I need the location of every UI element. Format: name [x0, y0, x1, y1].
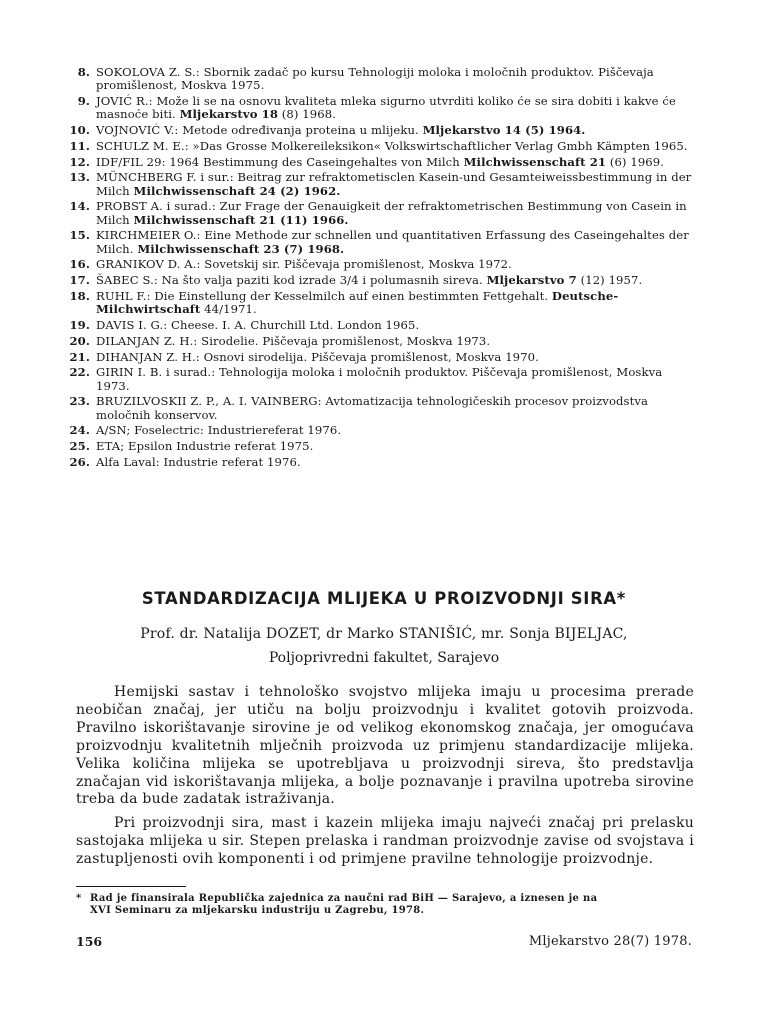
- reference-item: [69, 154, 696, 169]
- reference-source: Milchwissenschaft 21 (11) 1966.: [133, 212, 349, 227]
- body-paragraph: Hemijski sastav i tehnološko svojstvo mlijeka imaju u procesima prerade neobičan značaj, jer utiču na bolju proizvodnju i kvalitet gotovih proizvoda. Pravilno iskorištavanje sirovine je od velikog ekonomskog značaja, jer omogućava proizvodnju kvalitetnih mlječnih proizvoda uz primjenu standardizacije mlijeka. Velika količina mlijeka se upotrebljava u proizvodnji sireva, što predstavlja značajan vid iskorištavanja mlijeka, a bolje poznavanje i pravilna upotreba sirovine treba da bude zadatak istraživanja.: [76, 684, 694, 808]
- reference-number: 12.: [69, 154, 90, 169]
- reference-text: GIRIN I. B. i surad.: Tehnologija moloka i moločnih produktov. Piščevaja promišlenost, Moskva 1973.: [96, 365, 663, 393]
- reference-item: [69, 454, 696, 469]
- footnote-mark: *: [76, 893, 82, 904]
- page-number: 156: [76, 934, 103, 949]
- reference-text: A/SN; Foselectric: Industriereferat 1976.: [96, 423, 342, 438]
- reference-item: [69, 423, 696, 438]
- reference-number: 20.: [69, 333, 90, 348]
- reference-text: (12) 1957.: [576, 273, 643, 288]
- footnote-divider: [76, 886, 186, 887]
- reference-number: 9.: [77, 94, 90, 108]
- reference-source: Mljekarstvo 7: [486, 273, 577, 288]
- reference-number: 10.: [69, 123, 90, 137]
- reference-item: [69, 199, 696, 227]
- reference-text: ŠABEC S.: Na što valja paziti kod izrade 3/4 i polumasnih sireva.: [96, 273, 487, 288]
- reference-item: [69, 394, 696, 422]
- reference-source: Milchwissenschaft 21: [463, 154, 607, 169]
- footnote: [76, 893, 696, 917]
- reference-text: MÜNCHBERG F. i sur.: Beitrag zur refraktometisclen Kasein-und Gesamteiweissbestimmung in der Milch: [96, 170, 692, 198]
- footnote-line: XVI Seminaru za mljekarsku industriju u Zagrebu, 1978.: [90, 905, 425, 916]
- reference-number: 21.: [69, 349, 90, 364]
- reference-text: SOKOLOVA Z. S.: Sbornik zadač po kursu Tehnologiji moloka i moločnih produktov. Piščevaja promišlenost, Moskva 1975.: [96, 65, 654, 93]
- reference-item: [69, 138, 696, 153]
- reference-source: Milchwissenschaft 23 (7) 1968.: [137, 241, 345, 256]
- reference-number: 23.: [69, 394, 90, 409]
- reference-text: SCHULZ M. E.: »Das Grosse Molkereileksikon« Volkswirtschaftlicher Verlag Gmbh Kämpten 1965.: [96, 138, 688, 153]
- reference-number: 26.: [69, 454, 90, 469]
- reference-number: 22.: [69, 365, 90, 380]
- reference-text: DIHANJAN Z. H.: Osnovi sirodelija. Piščevaja promišlenost, Moskva 1970.: [96, 349, 539, 364]
- reference-text: DILANJAN Z. H.: Sirodelie. Piščevaja promišlenost, Moskva 1973.: [96, 333, 491, 348]
- article-affiliation: Poljoprivredni fakultet, Sarajevo: [268, 650, 500, 666]
- reference-item: [69, 228, 696, 256]
- reference-item: [69, 123, 696, 137]
- reference-item: [69, 349, 696, 364]
- reference-text: (8) 1968.: [278, 107, 336, 122]
- reference-item: [76, 95, 696, 121]
- reference-number: 17.: [69, 273, 90, 288]
- reference-item: [69, 288, 696, 317]
- reference-text: (6) 1969.: [606, 154, 665, 169]
- reference-item: [69, 333, 696, 348]
- reference-number: 8.: [77, 65, 90, 79]
- reference-item: [69, 170, 696, 198]
- reference-text: RUHL F.: Die Einstellung der Kesselmilch auf einen bestimmten Fettgehalt.: [96, 288, 552, 303]
- reference-text: PROBST A. i surad.: Zur Frage der Genauigkeit der refraktometrischen Bestimmung von Casein in Milch: [96, 199, 687, 227]
- reference-number: 25.: [69, 439, 90, 454]
- reference-text: ETA; Epsilon Industrie referat 1975.: [96, 439, 314, 454]
- reference-source: Milchwissenschaft 24 (2) 1962.: [133, 183, 341, 198]
- article-authors: Prof. dr. Natalija DOZET, dr Marko STANIŠIĆ, mr. Sonja BIJELJAC,: [140, 626, 628, 642]
- reference-number: 24.: [69, 423, 90, 438]
- reference-item: [69, 439, 696, 454]
- reference-source: Deutsche-Milchwirtschaft: [96, 288, 619, 317]
- reference-number: 13.: [69, 170, 90, 185]
- journal-citation: Mljekarstvo 28(7) 1978.: [528, 934, 692, 949]
- reference-list: [69, 65, 696, 472]
- footnote-line: Rad je finansirala Republička zajednica za naučni rad BiH — Sarajevo, a iznesen je na: [90, 893, 598, 904]
- article-body: [76, 684, 694, 875]
- reference-number: 11.: [69, 138, 90, 153]
- reference-item: [76, 66, 696, 92]
- reference-number: 15.: [69, 228, 90, 243]
- reference-item: [69, 365, 696, 393]
- reference-text: 44/1971.: [200, 302, 257, 317]
- reference-text: DAVIS I. G.: Cheese. I. A. Churchill Ltd. London 1965.: [96, 317, 420, 332]
- reference-text: BRUZILVOSKII Z. P., A. I. VAINBERG: Avtomatizacija tehnologičeskih procesov proizvodstva moločnih konservov.: [96, 394, 649, 422]
- reference-text: GRANIKOV D. A.: Sovetskij sir. Piščevaja promišlenost, Moskva 1972.: [96, 257, 512, 272]
- reference-text: JOVIĆ R.: Može li se na osnovu kvaliteta mleka sigurno utvrditi koliko će se sira dobiti i kakve će masnoće biti.: [96, 94, 676, 122]
- reference-number: 19.: [69, 317, 90, 332]
- article-title: STANDARDIZACIJA MLIJEKA U PROIZVODNJI SIRA*: [141, 589, 627, 608]
- reference-source: Mljekarstvo 14 (5) 1964.: [422, 123, 586, 137]
- reference-text: Alfa Laval: Industrie referat 1976.: [96, 454, 301, 469]
- reference-item: [69, 317, 696, 332]
- reference-text: VOJNOVIĆ V.: Metode određivanja proteina u mlijeku.: [96, 123, 423, 137]
- reference-source: Mljekarstvo 18: [179, 107, 278, 122]
- reference-number: 14.: [69, 199, 90, 214]
- reference-text: IDF/FIL 29: 1964 Bestimmung des Caseingehaltes von Milch: [96, 154, 464, 169]
- reference-item: [69, 273, 696, 288]
- reference-text: KIRCHMEIER O.: Eine Methode zur schnellen und quantitativen Erfassung des Caseingehaltes der Milch.: [96, 228, 689, 256]
- reference-number: 18.: [69, 288, 90, 303]
- reference-number: 16.: [69, 257, 90, 272]
- reference-item: [69, 257, 696, 272]
- body-paragraph: Pri proizvodnji sira, mast i kazein mlijeka imaju najveći značaj pri prelasku sastojaka mlijeka u sir. Stepen prelaska i randman proizvodnje zavise od svojstava i zastupljenosti ovih komponenti i od primjene pravilne tehnologije proizvodnje.: [76, 815, 694, 868]
